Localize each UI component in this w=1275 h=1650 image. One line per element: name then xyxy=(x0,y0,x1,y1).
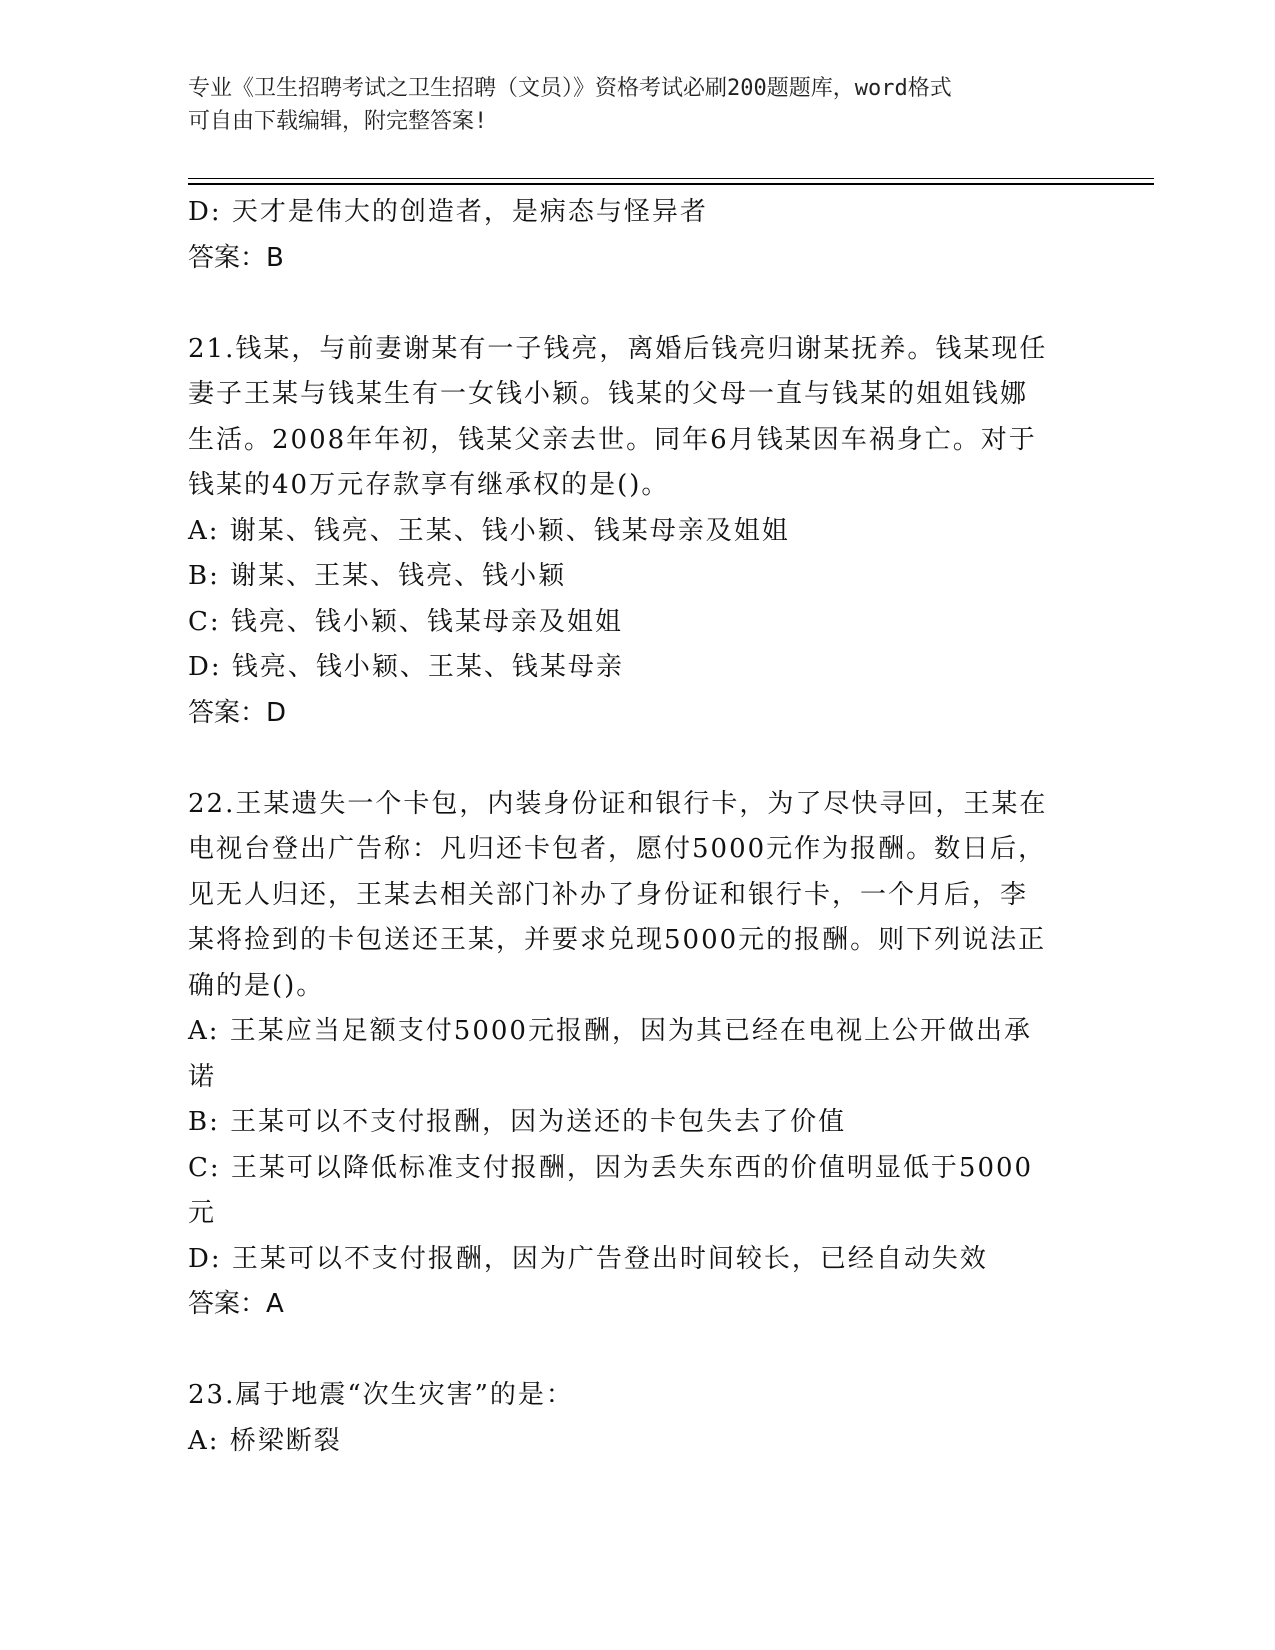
question-22-answer: 答案：A xyxy=(188,1289,284,1319)
question-22-option-c-cont: 元 xyxy=(188,1198,217,1228)
question-21-stem-4: 钱某的40万元存款享有继承权的是()。 xyxy=(188,470,670,500)
question-22-stem-3: 见无人归还，王某去相关部门补办了身份证和银行卡，一个月后，李 xyxy=(188,879,1029,910)
question-21-option-b: B: 谢某、王某、钱亮、钱小颖 xyxy=(188,561,567,591)
question-21 xyxy=(188,327,1088,737)
question-22-stem-2: 电视台登出广告称：凡归还卡包者，愿付5000元作为报酬。数日后， xyxy=(188,834,1047,864)
question-22-option-a-cont: 诺 xyxy=(188,1061,217,1092)
question-21-option-d: D: 钱亮、钱小颖、王某、钱某母亲 xyxy=(188,652,624,682)
question-22-option-d: D: 王某可以不支付报酬，因为广告登出时间较长，已经自动失效 xyxy=(188,1243,988,1274)
question-23-option-a: A: 桥梁断裂 xyxy=(188,1425,342,1456)
header-rule-thin xyxy=(188,178,1154,179)
question-23 xyxy=(188,1373,1088,1464)
question-23-stem-1: 23.属于地震“次生灾害”的是： xyxy=(188,1380,574,1410)
prev-option-d: D: 天才是伟大的创造者，是病态与怪异者 xyxy=(188,197,708,227)
question-21-answer: 答案：D xyxy=(188,697,287,728)
question-22-option-b: B: 王某可以不支付报酬，因为送还的卡包失去了价值 xyxy=(188,1107,847,1137)
question-22-stem-4: 某将捡到的卡包送还王某，并要求兑现5000元的报酬。则下列说法正 xyxy=(188,925,1047,955)
header-line-1: 专业《卫生招聘考试之卫生招聘（文员）》资格考试必刷200题题库，word格式 xyxy=(188,76,952,101)
question-21-stem-3: 生活。2008年年初，钱某父亲去世。同年6月钱某因车祸身亡。对于 xyxy=(188,424,1037,455)
question-22-option-c: C: 王某可以降低标准支付报酬，因为丢失东西的价值明显低于5000 xyxy=(188,1152,1034,1183)
spacer xyxy=(188,736,1088,782)
header-line-2: 可自由下载编辑，附完整答案! xyxy=(188,109,488,134)
question-content xyxy=(188,190,1088,1464)
spacer xyxy=(188,1328,1088,1374)
prev-answer: 答案：B xyxy=(188,242,284,273)
question-22-option-a: A: 王某应当足额支付5000元报酬，因为其已经在电视上公开做出承 xyxy=(188,1016,1032,1046)
question-21-option-c: C: 钱亮、钱小颖、钱某母亲及姐姐 xyxy=(188,606,623,637)
question-21-option-a: A: 谢某、钱亮、王某、钱小颖、钱某母亲及姐姐 xyxy=(188,515,790,546)
question-21-stem-1: 21.钱某，与前妻谢某有一子钱亮，离婚后钱亮归谢某抚养。钱某现任 xyxy=(188,333,1048,364)
question-22-stem-5: 确的是()。 xyxy=(188,970,325,1001)
header-rule-thick xyxy=(188,183,1154,185)
question-21-stem-2: 妻子王某与钱某生有一女钱小颖。钱某的父母一直与钱某的姐姐钱娜 xyxy=(188,379,1029,409)
question-22-stem-1: 22.王某遗失一个卡包，内装身份证和银行卡，为了尽快寻回，王某在 xyxy=(188,788,1048,819)
page-header xyxy=(188,72,1068,138)
spacer xyxy=(188,281,1088,327)
question-22 xyxy=(188,782,1088,1328)
